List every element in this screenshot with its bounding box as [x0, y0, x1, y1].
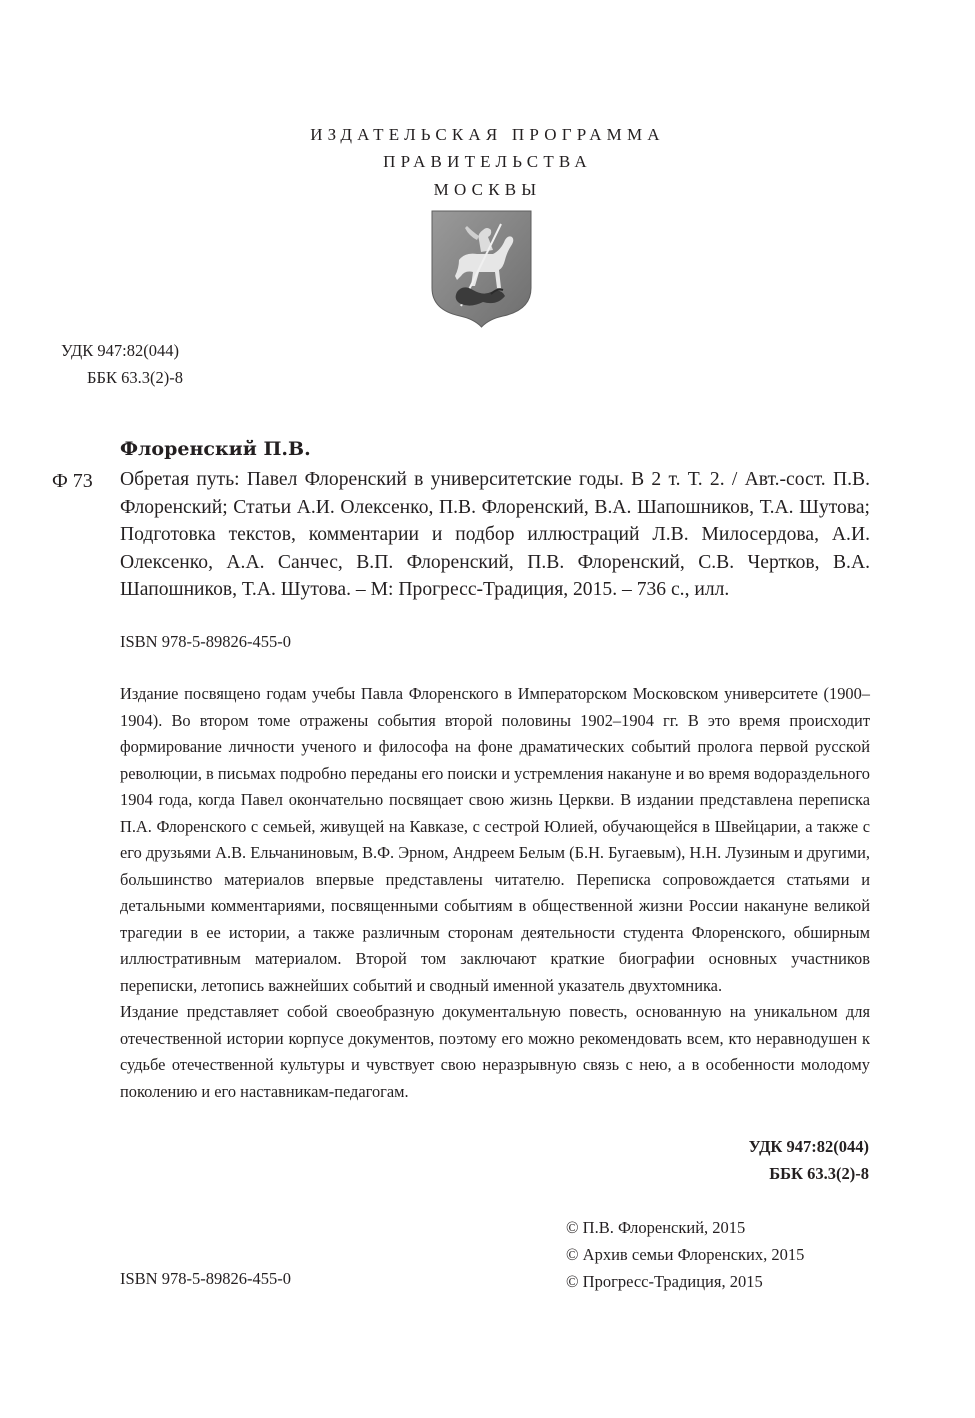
udk-index-bottom: УДК 947:82(044): [748, 1137, 869, 1156]
moscow-coat-of-arms-icon: [431, 210, 532, 328]
copyright-line-3: © Прогресс-Традиция, 2015: [566, 1272, 763, 1291]
bbk-index: ББК 63.3(2)-8: [87, 368, 183, 387]
annotation-paragraph-2: Издание представляет собой своеобразную документальную повесть, основанную на уникальном для отечественной истории корпусе документов, поэтому его можно рекомендовать всем, кто неравнодушен к судьбе отечественной культуры и чувствует свою неразрывную связь с нею, а в особенности молодому поколению и его наставникам-педагогам.: [120, 1002, 870, 1101]
annotation-paragraph-1: Издание посвящено годам учебы Павла Флоренского в Императорском Московском университете (1900–1904). Во втором томе отражены события второй половины 1902–1904 гг. В это время происходит формирование личности ученого и философа на фоне драматических событий пролога первой русской революции, в письмах подробно переданы его поиски и устремления накануне и во время водораздельного 1904 года, когда Павел окончательно посвящает свою жизнь Церкви. В издании представлена переписка П.А. Флоренского с семьей, живущей на Кавказе, с сестрой Юлией, обучающейся в Швейцарии, а также с его друзьями А.В. Ельчаниновым, В.Ф. Эрном, Андреем Белым (Б.Н. Бугаевым), Н.Н. Лузиным и другими, большинство материалов впервые представлены читателю. Переписка сопровождается статьями и детальными комментариями, посвященными событиям в общественной жизни России накануне великой трагедии в ее истории, а также различным сторонам деятельности студента Флоренского, обширным иллюстративным материалом. Второй том заключают краткие биографии основных участников переписки, летопись важнейших событий и сводный именной указатель двухтомника.: [120, 684, 870, 995]
author-cipher: Ф 73: [52, 470, 93, 492]
coat-of-arms-shield: [431, 210, 532, 328]
annotation: [120, 681, 870, 1105]
bibliographic-description: Обретая путь: Павел Флоренский в университетские годы. В 2 т. Т. 2. / Авт.-сост. П.В. Флоренский; Статьи А.И. Олексенко, П.В. Флоренский, В.А. Шапошников, Т.А. Шутова; Подготовка текстов, комментарии и подбор иллюстраций Л.В. Милосердова, А.И. Олексенко, А.А. Санчес, В.П. Флоренский, П.В. Флоренский, С.В. Чертков, В.А. Шапошников, Т.А. Шутова. – М: Прогресс-Традиция, 2015. – 736 с., илл.: [120, 469, 870, 600]
copyright-line-1: © П.В. Флоренский, 2015: [566, 1218, 746, 1237]
bbk-index-bottom: ББК 63.3(2)-8: [769, 1164, 869, 1183]
author-heading: Флоренский П.В.: [120, 438, 311, 460]
isbn-record: ISBN 978-5-89826-455-0: [120, 632, 291, 651]
isbn-bottom: ISBN 978-5-89826-455-0: [120, 1269, 291, 1288]
program-title-line-3: МОСКВЫ: [433, 180, 542, 199]
program-title-line-2: ПРАВИТЕЛЬСТВА: [383, 152, 592, 171]
udk-index: УДК 947:82(044): [61, 341, 179, 360]
program-title-line-1: ИЗДАТЕЛЬСКАЯ ПРОГРАММА: [310, 125, 665, 144]
copyright-line-2: © Архив семьи Флоренских, 2015: [566, 1245, 805, 1264]
